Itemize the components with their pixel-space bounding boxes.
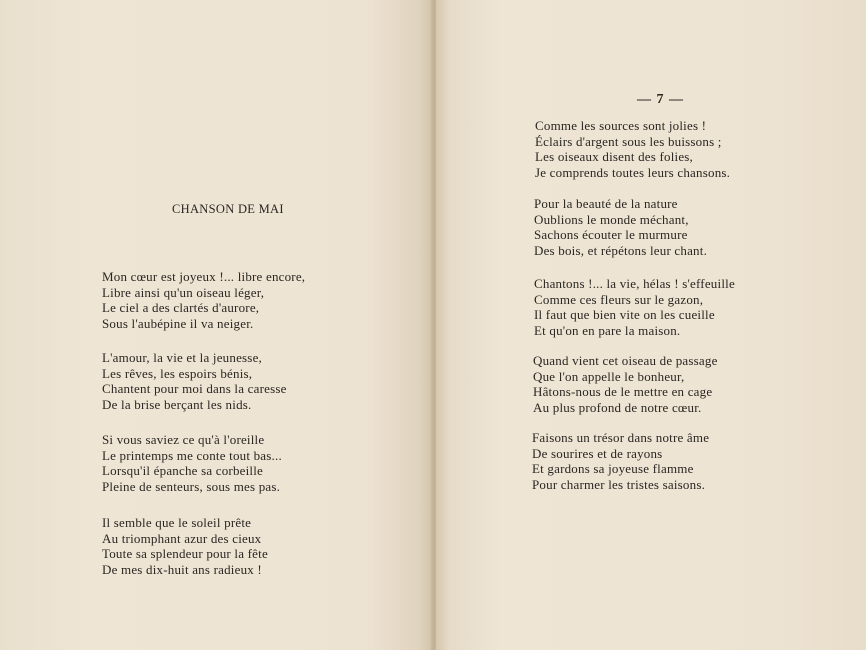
stanza	[534, 196, 707, 258]
verse-line: L'amour, la vie et la jeunesse,	[102, 350, 262, 365]
verse-line: Sachons écouter le murmure	[534, 227, 688, 242]
verse-line: Les oiseaux disent des folies,	[535, 149, 693, 164]
stanza	[102, 350, 287, 412]
verse-line: Si vous saviez ce qu'à l'oreille	[102, 432, 265, 447]
verse-line: Sous l'aubépine il va neiger.	[102, 315, 254, 331]
poem-title: CHANSON DE MAI	[172, 202, 284, 216]
verse-line: Il semble que le soleil prête	[102, 515, 252, 530]
left-page	[0, 0, 432, 650]
verse-line: Quand vient cet oiseau de passage	[533, 353, 718, 368]
verse-line: Le printemps me conte tout bas...	[102, 447, 282, 463]
stanza	[102, 432, 282, 494]
verse-line: Comme ces fleurs sur le gazon,	[534, 291, 704, 307]
verse-line: Je comprends toutes leurs chansons.	[535, 164, 731, 180]
verse-line: Hâtons-nous de le mettre en cage	[533, 384, 713, 399]
verse-line: De mes dix-huit ans radieux !	[102, 561, 262, 577]
verse-line: Mon cœur est joyeux !... libre encore,	[102, 269, 306, 284]
stanza	[532, 430, 709, 492]
verse-line: Des bois, et répétons leur chant.	[534, 242, 708, 258]
verse-line: Lorsqu'il épanche sa corbeille	[102, 463, 264, 478]
verse-line: Les rêves, les espoirs bénis,	[102, 365, 253, 381]
verse-line: De sourires et de rayons	[532, 445, 663, 461]
verse-line: Il faut que bien vite on les cueille	[534, 307, 715, 322]
verse-line: Faisons un trésor dans notre âme	[532, 430, 710, 445]
stanza	[534, 276, 735, 338]
stanza	[535, 118, 730, 180]
verse-line: Au plus profond de notre cœur.	[533, 399, 702, 415]
verse-line: Le ciel a des clartés d'aurore,	[102, 300, 260, 315]
verse-line: Que l'on appelle le bonheur,	[533, 368, 685, 384]
verse-line: Éclairs d'argent sous les buissons ;	[535, 133, 722, 149]
verse-line: Et qu'on en pare la maison.	[534, 322, 681, 338]
verse-line: Toute sa splendeur pour la fête	[102, 546, 268, 561]
verse-line: Pour charmer les tristes saisons.	[532, 476, 706, 492]
verse-line: Libre ainsi qu'un oiseau léger,	[102, 284, 265, 300]
stanza	[102, 515, 268, 577]
verse-line: Et gardons sa joyeuse flamme	[532, 461, 694, 476]
verse-line: Comme les sources sont jolies !	[535, 118, 707, 133]
stanza	[533, 353, 718, 415]
verse-line: De la brise berçant les nids.	[102, 396, 252, 412]
verse-line: Chantent pour moi dans la caresse	[102, 381, 287, 396]
verse-line: Oublions le monde méchant,	[534, 211, 689, 227]
verse-line: Chantons !... la vie, hélas ! s'effeuille	[534, 276, 735, 291]
page-number: — 7 —	[637, 92, 684, 107]
verse-line: Pleine de senteurs, sous mes pas.	[102, 478, 281, 494]
verse-line: Pour la beauté de la nature	[534, 196, 678, 211]
verse-line: Au triomphant azur des cieux	[102, 530, 262, 546]
stanza	[102, 269, 305, 331]
